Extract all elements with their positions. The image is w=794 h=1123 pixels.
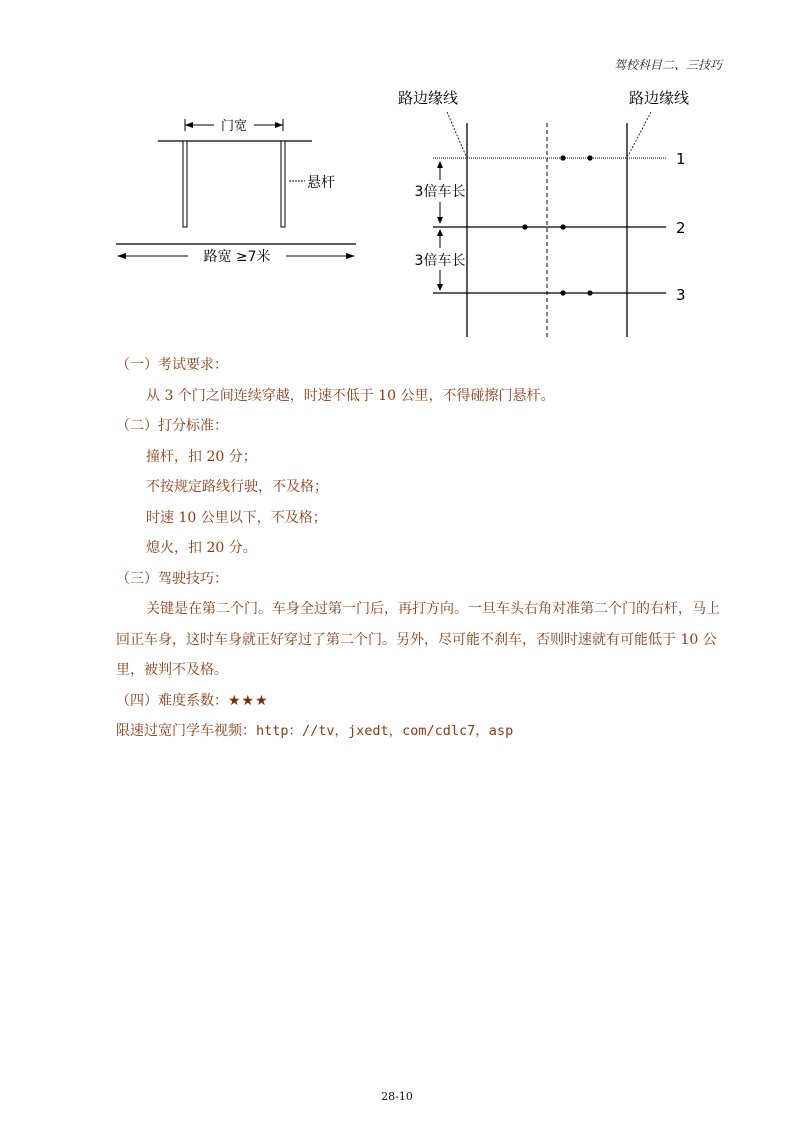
gate-3-pole-left: [560, 290, 565, 295]
video-link-label: 限速过宽门学车视频：: [116, 723, 256, 739]
scoring-item: 撞杆，扣 20 分；: [146, 448, 257, 465]
gate-number-2: 2: [676, 219, 686, 237]
lane-diagram: [398, 89, 689, 337]
section-2-heading: （二）打分标准：: [116, 418, 228, 434]
spacing-label-1: 3倍车长: [414, 184, 466, 200]
section-3-text: 关键是在第二个门。车身全过第一门后，再打方向。一旦车头右角对准第二个门的右杆，马上回正车身，这时车身就正好穿过了第二个门。另外，尽可能不刹车，否则时速就有可能低于 10 公里，被判不及格。: [116, 601, 720, 678]
section-1-text: 从 3 个门之间连续穿越，时速不低于 10 公里，不得碰擦门悬杆。: [146, 387, 555, 404]
video-link-line: [116, 716, 726, 747]
pole-label: 悬杆: [307, 175, 335, 191]
scoring-item: 时速 10 公里以下，不及格；: [146, 509, 327, 526]
gate-1-pole-left: [560, 155, 565, 160]
page-number: 28-10: [381, 1090, 413, 1103]
gate-number-1: 1: [676, 150, 686, 168]
section-4-line: [116, 686, 726, 717]
gate-2-pole-right: [560, 224, 565, 229]
difficulty-stars: ★★★: [228, 692, 269, 709]
gate-1-pole-right: [587, 155, 592, 160]
section-3-heading: （三）驾驶技巧：: [116, 570, 228, 587]
scoring-item: 熄火，扣 20 分。: [146, 540, 257, 556]
gate-left-pole: [183, 141, 187, 227]
body-content: [116, 350, 726, 747]
gate-number-3: 3: [676, 286, 686, 304]
gate-width-label: 门宽: [220, 119, 248, 134]
page-header-title: 驾校科目二、三技巧: [613, 58, 722, 72]
road-width-label: 路宽 ≥7米: [203, 249, 271, 265]
section-1-heading: （一）考试要求：: [116, 357, 228, 373]
gate-3-pole-right: [587, 290, 592, 295]
video-link-url[interactable]: http：//tv，jxedt，com/cdlc7，asp: [256, 723, 514, 739]
gate-right-pole: [281, 141, 285, 227]
scoring-item: 不按规定路线行驶，不及格；: [146, 479, 328, 495]
road-edge-label-right: 路边缘线: [628, 89, 690, 107]
spacing-label-2: 3倍车长: [414, 253, 466, 269]
gate-diagram: [116, 117, 356, 265]
section-4-heading: （四）难度系数：: [116, 692, 228, 709]
road-edge-label-left: 路边缘线: [397, 89, 459, 107]
gate-2-pole-left: [522, 224, 527, 229]
diagrams: [0, 0, 794, 360]
